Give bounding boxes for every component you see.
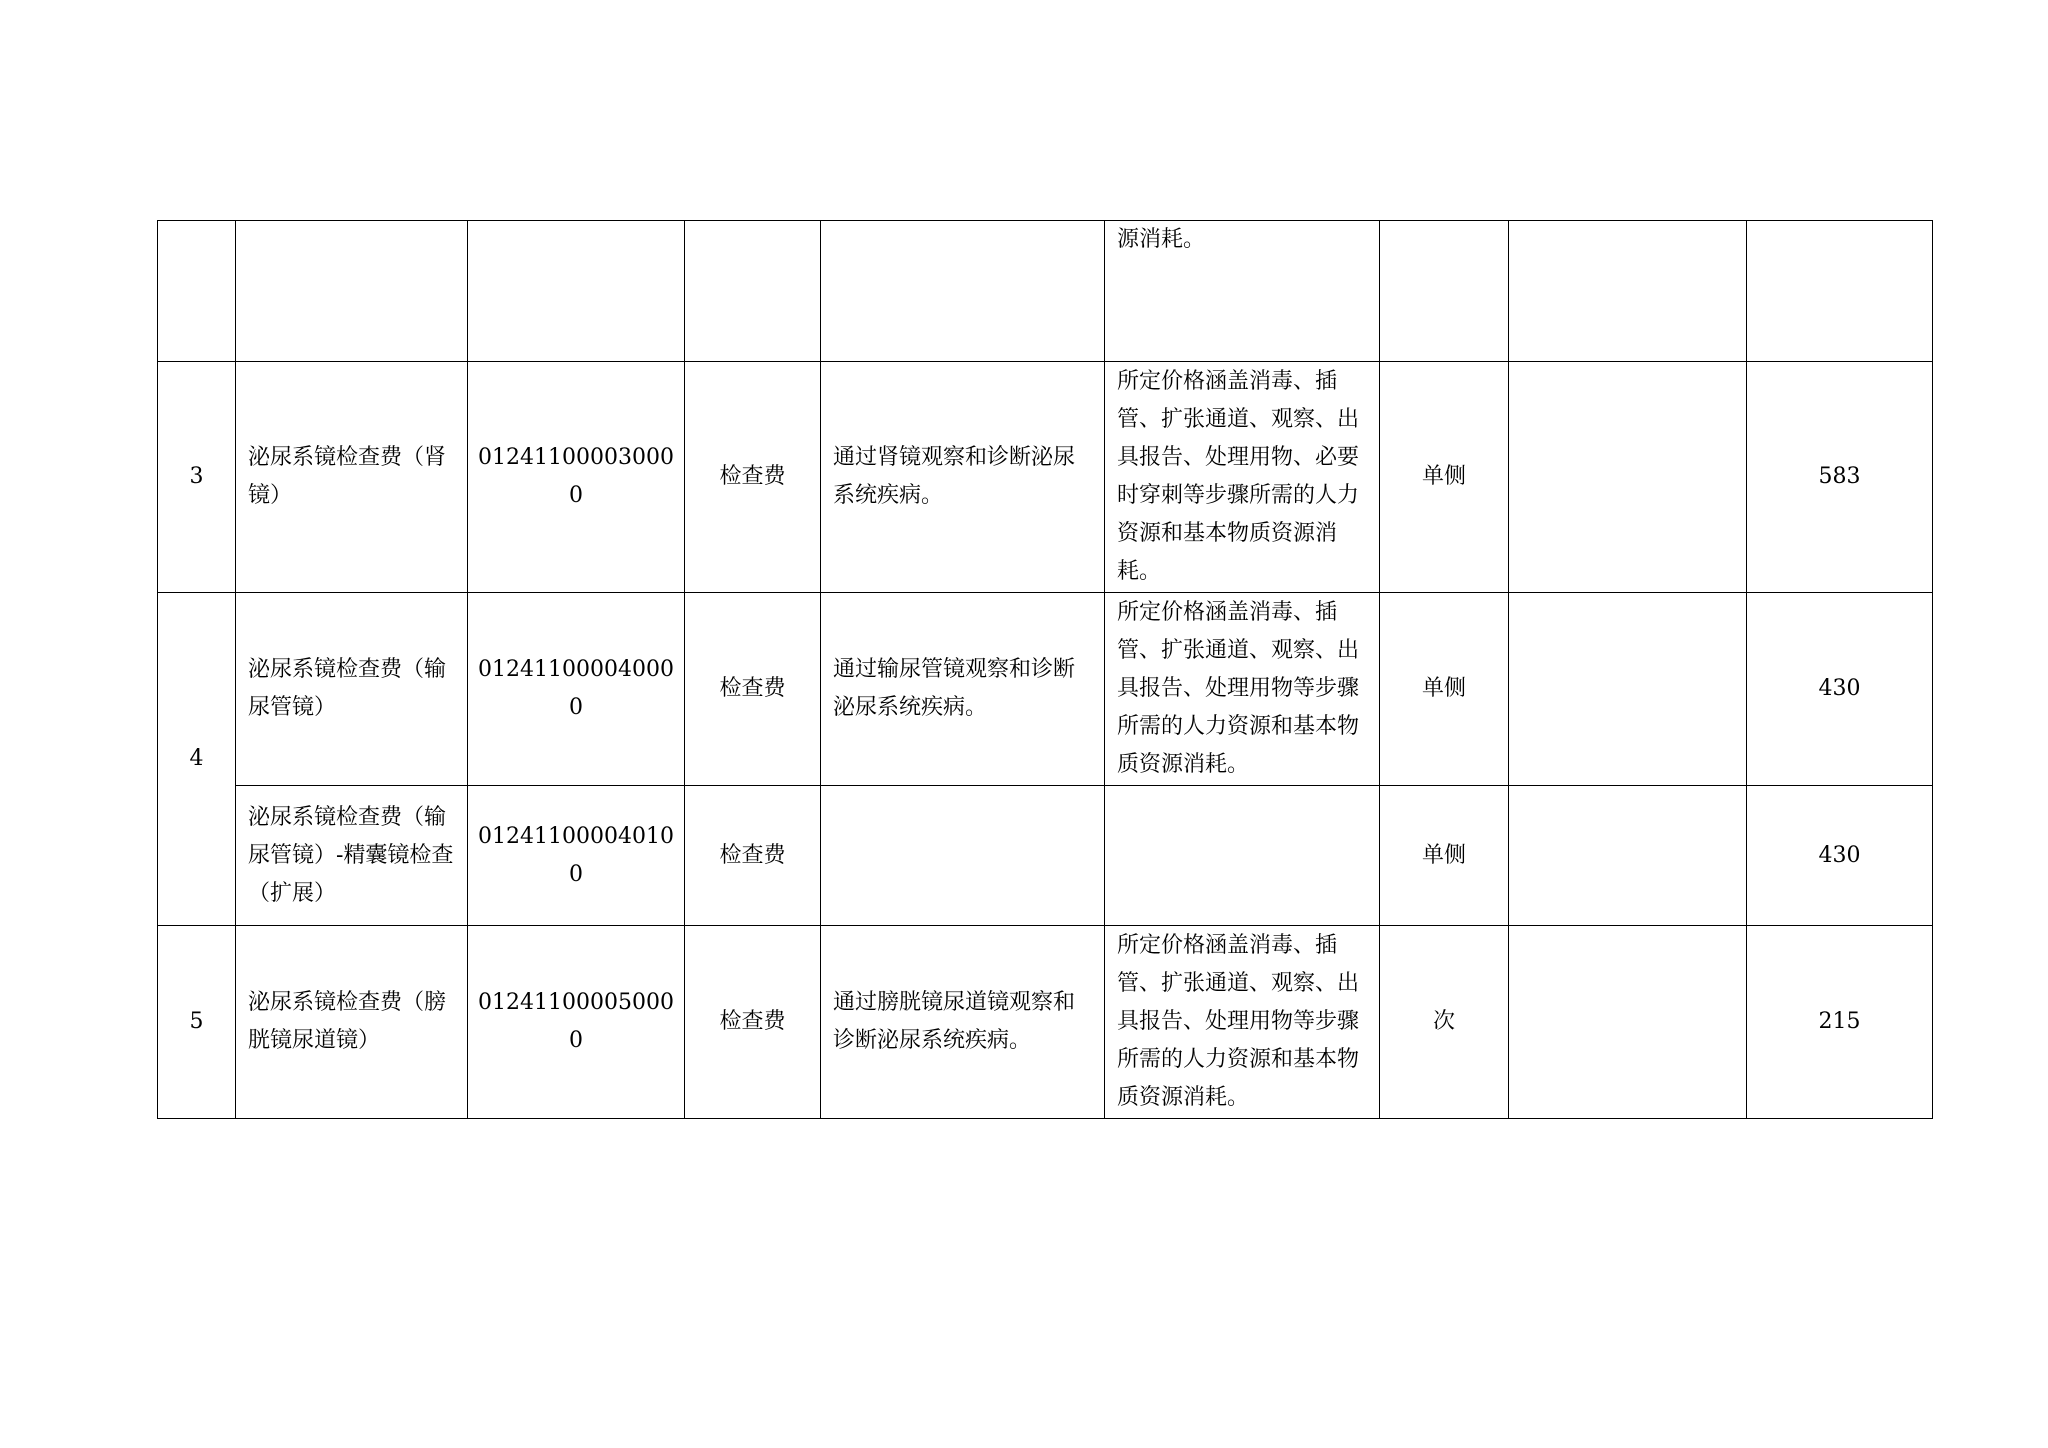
table-row: [158, 926, 1933, 1119]
cell-name: 泌尿系镜检查费（膀胱镜尿道镜）: [236, 926, 468, 1119]
cell-unit: 单侧: [1380, 593, 1509, 786]
cell-price: [1747, 221, 1933, 362]
cell-category: [685, 221, 821, 362]
cell-unit: 单侧: [1380, 362, 1509, 593]
cell-code: 012411000040100: [468, 786, 685, 926]
cell-price: 430: [1747, 593, 1933, 786]
cell-connotation: 通过肾镜观察和诊断泌尿系统疾病。: [821, 362, 1105, 593]
cell-connotation: [821, 221, 1105, 362]
cell-connotation: 通过输尿管镜观察和诊断泌尿系统疾病。: [821, 593, 1105, 786]
cell-name: [236, 221, 468, 362]
cell-category: 检查费: [685, 593, 821, 786]
cell-content: 所定价格涵盖消毒、插管、扩张通道、观察、出具报告、处理用物等步骤所需的人力资源和基本物质资源消耗。: [1105, 926, 1380, 1119]
cell-price: 583: [1747, 362, 1933, 593]
cell-no: 4: [158, 593, 236, 926]
cell-unit: 次: [1380, 926, 1509, 1119]
cell-connotation: 通过膀胱镜尿道镜观察和诊断泌尿系统疾病。: [821, 926, 1105, 1119]
table-row: [158, 593, 1933, 786]
cell-exclusion: [1509, 362, 1747, 593]
cell-content: 源消耗。: [1105, 221, 1380, 362]
cell-content: [1105, 786, 1380, 926]
cell-category: 检查费: [685, 786, 821, 926]
cell-name: 泌尿系镜检查费（输尿管镜）-精囊镜检查（扩展）: [236, 786, 468, 926]
cell-connotation: [821, 786, 1105, 926]
cell-exclusion: [1509, 926, 1747, 1119]
cell-name: 泌尿系镜检查费（肾镜）: [236, 362, 468, 593]
cell-unit: 单侧: [1380, 786, 1509, 926]
cell-category: 检查费: [685, 926, 821, 1119]
cell-content: 所定价格涵盖消毒、插管、扩张通道、观察、出具报告、处理用物、必要时穿刺等步骤所需的人力资源和基本物质资源消耗。: [1105, 362, 1380, 593]
cell-exclusion: [1509, 593, 1747, 786]
cell-category: 检查费: [685, 362, 821, 593]
cell-name: 泌尿系镜检查费（输尿管镜）: [236, 593, 468, 786]
price-table: [157, 220, 1933, 1119]
cell-code: 012411000040000: [468, 593, 685, 786]
cell-exclusion: [1509, 221, 1747, 362]
table-row: [158, 221, 1933, 362]
table-row: [158, 786, 1933, 926]
cell-no: [158, 221, 236, 362]
cell-code: [468, 221, 685, 362]
cell-exclusion: [1509, 786, 1747, 926]
cell-code: 012411000030000: [468, 362, 685, 593]
cell-price: 215: [1747, 926, 1933, 1119]
table-row: [158, 362, 1933, 593]
cell-price: 430: [1747, 786, 1933, 926]
cell-code: 012411000050000: [468, 926, 685, 1119]
cell-unit: [1380, 221, 1509, 362]
cell-content: 所定价格涵盖消毒、插管、扩张通道、观察、出具报告、处理用物等步骤所需的人力资源和基本物质资源消耗。: [1105, 593, 1380, 786]
cell-no: 5: [158, 926, 236, 1119]
cell-no: 3: [158, 362, 236, 593]
